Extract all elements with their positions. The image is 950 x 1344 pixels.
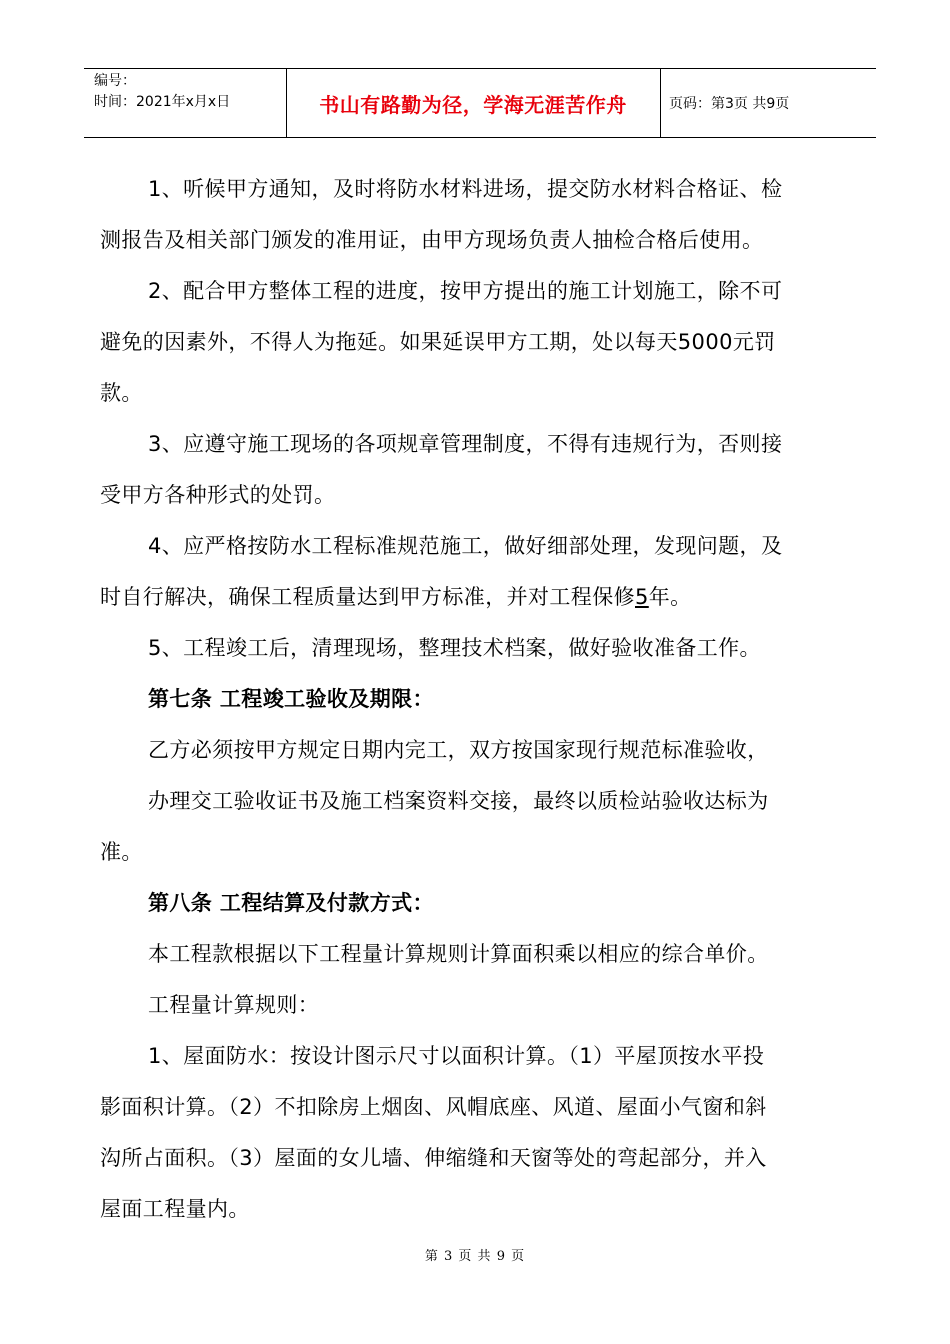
text-line: 1、听候甲方通知，及时将防水材料进场，提交防水材料合格证、检 <box>148 177 783 201</box>
text-line: 4、应严格按防水工程标准规范施工，做好细部处理，发现问题，及 <box>148 534 783 558</box>
text-line: 沟所占面积。（3）屋面的女儿墙、伸缩缝和天窗等处的弯起部分，并入 <box>100 1146 767 1170</box>
text-line: 避免的因素外，不得人为拖延。如果延误甲方工期，处以每天5000元罚 <box>100 330 776 354</box>
header-motto: 书山有路勤为径，学海无涯苦作舟 <box>319 92 627 117</box>
header-divider <box>660 69 661 137</box>
text-line: 本工程款根据以下工程量计算规则计算面积乘以相应的综合单价。 <box>148 942 769 966</box>
text-line: 3、应遵守施工现场的各项规章管理制度，不得有违规行为，否则接 <box>148 432 783 456</box>
text-line: 屋面工程量内。 <box>100 1197 250 1221</box>
doc-time-label: 时间：2021年x月x日 <box>94 94 231 110</box>
text-line: 准。 <box>100 840 143 864</box>
header-left-cell <box>94 71 230 113</box>
text-line: 办理交工验收证书及施工档案资料交接，最终以质检站验收达标为 <box>148 789 769 813</box>
text-line <box>100 572 692 623</box>
text-segment: 年。 <box>648 585 692 609</box>
text-line: 款。 <box>100 381 143 405</box>
text-line: 乙方必须按甲方规定日期内完工，双方按国家现行规范标准验收， <box>148 738 769 762</box>
text-line: 5、工程竣工后，清理现场，整理技术档案，做好验收准备工作。 <box>148 636 761 660</box>
page-footer: 第 3 页 共 9 页 <box>424 1249 526 1264</box>
doc-number-label: 编号： <box>94 73 136 89</box>
text-line: 2、配合甲方整体工程的进度，按甲方提出的施工计划施工，除不可 <box>148 279 783 303</box>
page-header <box>84 68 876 138</box>
text-line: 受甲方各种形式的处罚。 <box>100 483 336 507</box>
header-page-code: 页码：第3页 共9页 <box>669 96 790 112</box>
text-line: 测报告及相关部门颁发的准用证，由甲方现场负责人抽检合格后使用。 <box>100 228 764 252</box>
text-line: 1、屋面防水：按设计图示尺寸以面积计算。（1）平屋顶按水平投 <box>148 1044 765 1068</box>
text-segment: 时自行解决，确保工程质量达到甲方标准，并对工程保修 <box>100 585 635 609</box>
warranty-years-value: 5 <box>635 585 649 609</box>
text-line: 工程量计算规则： <box>148 993 320 1017</box>
article-heading: 第七条 工程竣工验收及期限： <box>148 687 434 711</box>
text-line: 影面积计算。（2）不扣除房上烟囱、风帽底座、风道、屋面小气窗和斜 <box>100 1095 767 1119</box>
article-heading: 第八条 工程结算及付款方式： <box>148 891 434 915</box>
